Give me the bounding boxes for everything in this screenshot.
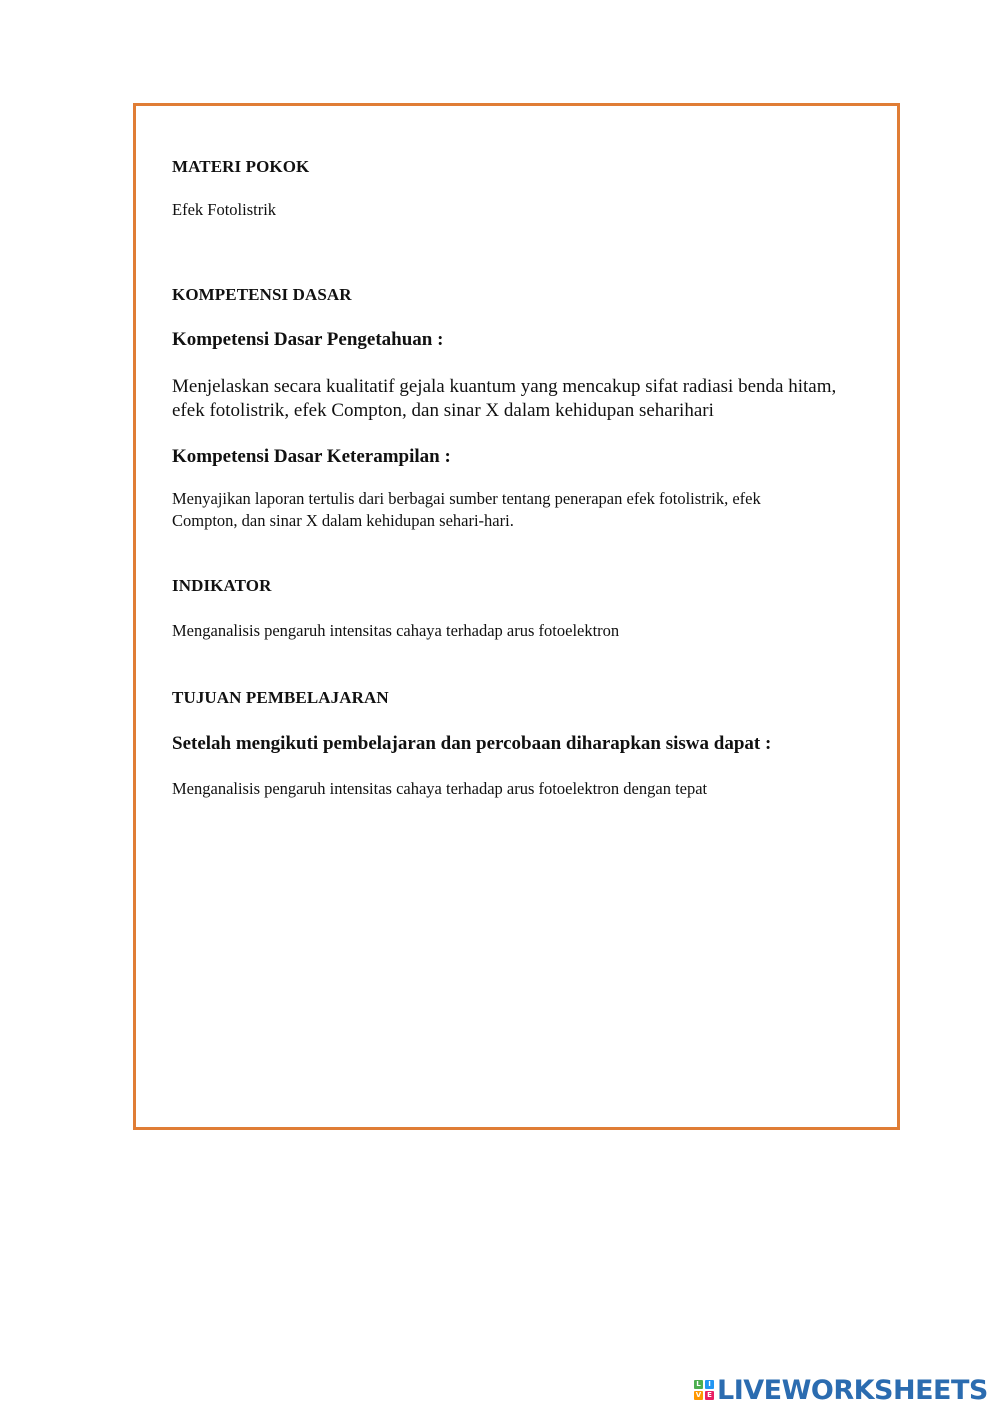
keterampilan-line-2: Compton, dan sinar X dalam kehidupan sehari-hari. bbox=[172, 511, 514, 530]
logo-mark-letter: I bbox=[705, 1380, 714, 1389]
pengetahuan-heading: Kompetensi Dasar Pengetahuan : bbox=[172, 329, 444, 350]
logo-mark-letter: L bbox=[694, 1380, 703, 1389]
worksheet-frame bbox=[133, 103, 900, 1130]
logo-text: LIVEWORKSHEETS bbox=[717, 1374, 988, 1406]
materi-text: Efek Fotolistrik bbox=[172, 200, 277, 219]
materi-heading: MATERI POKOK bbox=[172, 157, 310, 176]
liveworksheets-logo bbox=[694, 1374, 988, 1406]
indikator-heading: INDIKATOR bbox=[172, 576, 272, 595]
tujuan-subheading: Setelah mengikuti pembelajaran dan percobaan diharapkan siswa dapat : bbox=[172, 733, 772, 754]
pengetahuan-line-1: Menjelaskan secara kualitatif gejala kuantum yang mencakup sifat radiasi benda hitam, bbox=[172, 376, 837, 397]
indikator-text: Menganalisis pengaruh intensitas cahaya terhadap arus fotoelektron bbox=[172, 621, 620, 640]
kompetensi-heading: KOMPETENSI DASAR bbox=[172, 285, 352, 304]
keterampilan-line-1: Menyajikan laporan tertulis dari berbagai sumber tentang penerapan efek fotolistrik, efek bbox=[172, 489, 761, 508]
tujuan-heading: TUJUAN PEMBELAJARAN bbox=[172, 688, 389, 707]
logo-mark-letter: V bbox=[695, 1391, 702, 1399]
logo-mark-icon bbox=[694, 1380, 714, 1400]
keterampilan-heading: Kompetensi Dasar Keterampilan : bbox=[172, 446, 451, 467]
tujuan-text: Menganalisis pengaruh intensitas cahaya terhadap arus fotoelektron dengan tepat bbox=[172, 779, 708, 798]
pengetahuan-line-2: efek fotolistrik, efek Compton, dan sinar X dalam kehidupan seharihari bbox=[172, 400, 714, 421]
logo-mark-letter: E bbox=[705, 1391, 714, 1400]
